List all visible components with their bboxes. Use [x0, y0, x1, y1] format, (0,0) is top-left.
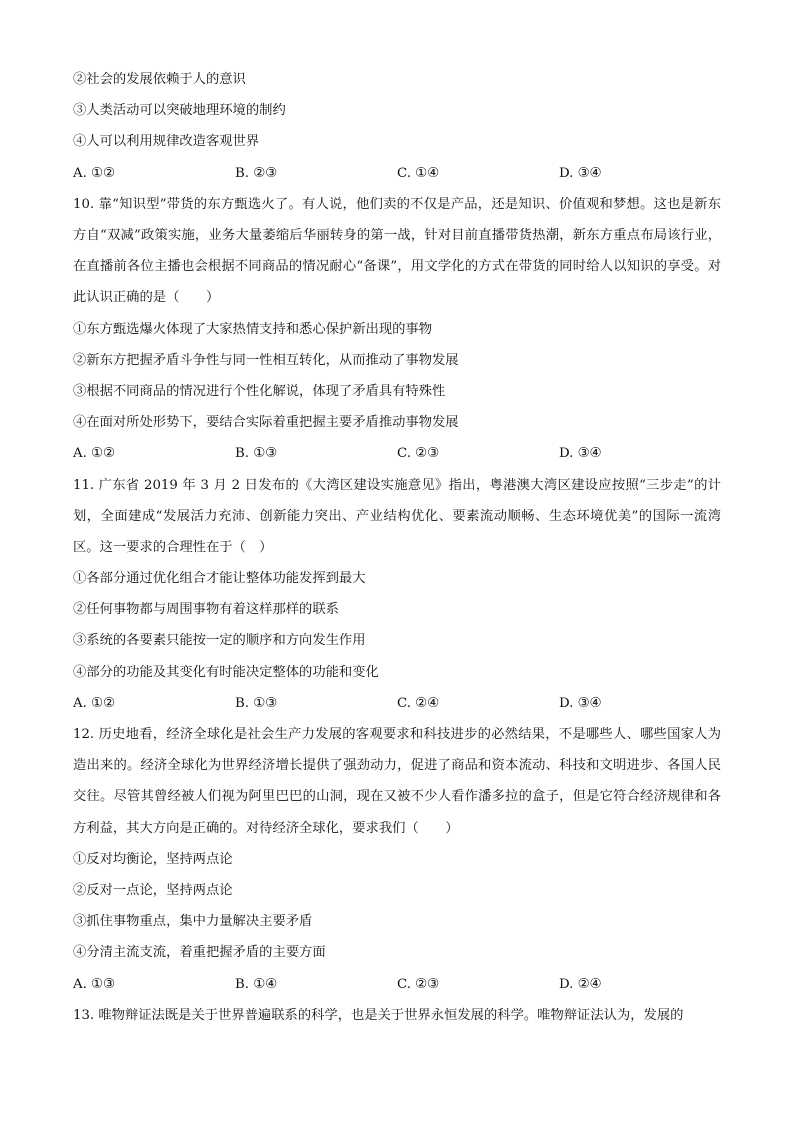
q12-item-2: ②反对一点论，坚持两点论	[73, 883, 233, 899]
q11-stem: 11. 广东省 2019 年 3 月 2 日发布的《大湾区建设实施意见》指出，粤港澳大湾区建设应按照“三步走”的计划，全面建成“发展活力充沛、创新能力突出、产业结构优化、要素流动顺畅、生态环境优美”的国际一流湾区。这一要求的合理性在于（ ）	[73, 477, 721, 555]
q12-option-b: B. ①④	[235, 976, 278, 992]
q12-option-d: D. ②④	[559, 976, 602, 992]
q11-options	[73, 688, 721, 719]
q10-options	[73, 438, 721, 469]
q13-stem: 13. 唯物辩证法既是关于世界普遍联系的科学，也是关于世界永恒发展的科学。唯物辩证法认为，发展的	[73, 1007, 684, 1023]
q11-option-b: B. ①③	[235, 695, 278, 711]
q9-item-2: ②社会的发展依赖于人的意识	[73, 72, 246, 87]
q12-stem: 12. 历史地看，经济全球化是社会生产力发展的客观要求和科技进步的必然结果，不是哪些人、哪些国家人为造出来的。经济全球化为世界经济增长提供了强劲动力，促进了商品和资本流动、科技和文明进步、各国人民交往。尽管其曾经被人们视为阿里巴巴的山洞，现在又被不少人看作潘多拉的盒子，但是它符合经济规律和各方利益，其大方向是正确的。对待经济全球化，要求我们（ ）	[73, 727, 721, 836]
q10-item-1: ①东方甄选爆火体现了大家热情支持和悉心保护新出现的事物	[73, 321, 433, 337]
q11-option-c: C. ②④	[397, 695, 439, 711]
q11-option-d: D. ③④	[559, 695, 602, 711]
q10-item-2: ②新东方把握矛盾斗争性与同一性相互转化，从而推动了事物发展	[73, 352, 459, 368]
q12-options	[73, 969, 721, 1000]
q12-item-3: ③抓住事物重点，集中力量解决主要矛盾	[73, 914, 313, 930]
q9-item-3: ③人类活动可以突破地理环境的制约	[73, 103, 286, 119]
q9-option-a: A. ①②	[73, 165, 115, 181]
q12-item-4: ④分清主流支流，着重把握矛盾的主要方面	[73, 945, 326, 961]
q11-item-3: ③系统的各要素只能按一定的顺序和方向发生作用	[73, 633, 366, 649]
document-page	[73, 64, 721, 1031]
q12-option-a: A. ①③	[73, 976, 115, 992]
q12-item-1: ①反对均衡论，坚持两点论	[73, 851, 233, 867]
q9-item-4: ④人可以利用规律改造客观世界	[73, 134, 260, 150]
q10-item-4: ④在面对所处形势下，要结合实际着重把握主要矛盾推动事物发展	[73, 415, 459, 431]
q10-option-a: A. ①②	[73, 446, 115, 462]
q11-option-a: A. ①②	[73, 695, 115, 711]
q11-item-1: ①各部分通过优化组合才能让整体功能发挥到最大	[73, 571, 366, 587]
q10-stem: 10. 靠“知识型”带货的东方甄选火了。有人说，他们卖的不仅是产品，还是知识、价值观和梦想。这也是新东方自“双减”政策实施，业务大量萎缩后华丽转身的第一战，针对目前直播带货热潮，新东方重点布局该行业，在直播前各位主播也会根据不同商品的情况耐心“备课”，用文学化的方式在带货的同时给人以知识的享受。对此认识正确的是（ ）	[73, 196, 721, 306]
q10-option-d: D. ③④	[559, 446, 602, 462]
q10-option-c: C. ②③	[397, 446, 439, 462]
q9-option-d: D. ③④	[559, 165, 602, 181]
q9-option-b: B. ②③	[235, 165, 278, 181]
q10-item-3: ③根据不同商品的情况进行个性化解说，体现了矛盾具有特殊性	[73, 383, 446, 399]
q10-option-b: B. ①③	[235, 446, 278, 462]
q11-item-2: ②任何事物都与周围事物有着这样那样的联系	[73, 602, 339, 618]
q9-option-c: C. ①④	[397, 165, 439, 181]
q11-item-4: ④部分的功能及其变化有时能决定整体的功能和变化	[73, 664, 379, 680]
q12-option-c: C. ②③	[397, 976, 439, 992]
q9-options	[73, 158, 721, 189]
